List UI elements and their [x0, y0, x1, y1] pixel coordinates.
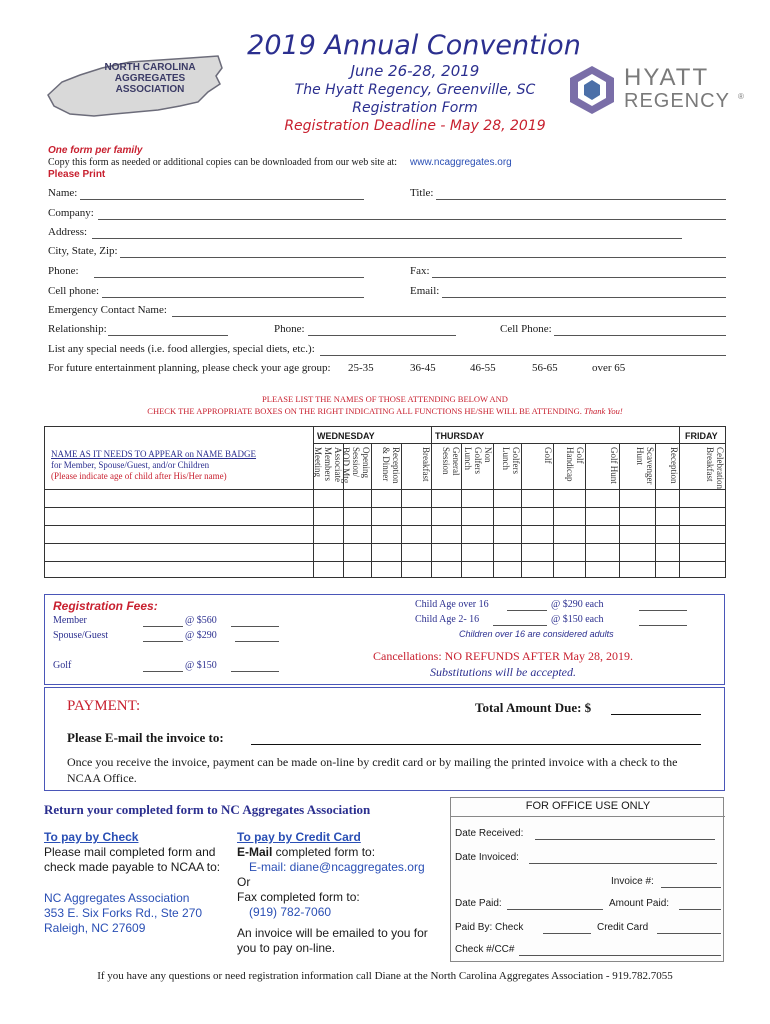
age-option-56-65[interactable]: 56-65	[532, 362, 558, 374]
col-opening-session: Opening Session/ BOD Mtg	[341, 447, 371, 484]
regency-wordmark: REGENCY	[624, 90, 730, 112]
invoice-number-field[interactable]	[661, 887, 721, 888]
cancellation-policy: Cancellations: NO REFUNDS AFTER May 28, 2019.	[373, 649, 633, 663]
grid-col-line	[585, 443, 586, 577]
col-reception: Reception	[669, 447, 679, 484]
instructions-line2-text: CHECK THE APPROPRIATE BOXES ON THE RIGHT INDICATING ALL FUNCTIONS HE/SHE WILL BE ATTENDING.	[147, 406, 582, 416]
company-field[interactable]	[98, 219, 726, 220]
grid-col-line	[521, 443, 522, 577]
col-golf: Golf	[543, 447, 553, 464]
spouse-total-field[interactable]	[235, 641, 279, 642]
registration-deadline: Registration Deadline - May 28, 2019	[284, 118, 546, 134]
date-paid-field[interactable]	[507, 909, 603, 910]
age-option-46-55[interactable]: 46-55	[470, 362, 496, 374]
emergency-cell-field[interactable]	[554, 335, 726, 336]
grid-col-line	[619, 443, 620, 577]
special-needs-field[interactable]	[320, 355, 726, 356]
col-golfers-lunch: Golfers Lunch	[501, 447, 521, 474]
date-received-field[interactable]	[535, 839, 715, 840]
col-associate-members: Associate Members Meeting	[313, 447, 343, 482]
age-option-25-35[interactable]: 25-35	[348, 362, 374, 374]
attendee-grid	[44, 426, 726, 578]
instructions-thanks: Thank You!	[584, 406, 623, 416]
spouse-price: @ $290	[185, 630, 217, 641]
nc-logo-line1: NORTH CAROLINA	[104, 62, 196, 73]
mail-address-line1: NC Aggregates Association	[44, 891, 190, 905]
date-paid-label: Date Paid:	[455, 898, 502, 909]
golf-price: @ $150	[185, 660, 217, 671]
email-field[interactable]	[442, 297, 726, 298]
fees-title: Registration Fees:	[53, 599, 158, 613]
child-2-16-label: Child Age 2- 16	[415, 614, 480, 625]
emergency-label: Emergency Contact Name:	[48, 304, 167, 316]
day-header-thursday: THURSDAY	[435, 431, 485, 441]
title-field[interactable]	[436, 199, 726, 200]
hyatt-regency-logo	[566, 60, 746, 120]
check-instructions-1: Please mail completed form and	[44, 845, 216, 859]
page-title: 2019 Annual Convention	[247, 30, 581, 61]
card-invoice-line2: you to pay on-line.	[237, 941, 336, 955]
amount-paid-field[interactable]	[679, 909, 721, 910]
card-email-line	[237, 845, 428, 860]
col-celebration-breakfast: Celebration Breakfast	[705, 447, 725, 489]
col-breakfast: Breakfast	[421, 447, 431, 482]
child-under-qty-field[interactable]	[493, 625, 547, 626]
payment-note: Once you receive the invoice, payment can be made on-line by credit card or by mailing the printed invoice with a check to the NCAA Office.	[67, 755, 678, 785]
office-title: FOR OFFICE USE ONLY	[525, 800, 651, 812]
title-label: Title:	[410, 187, 434, 199]
email-label: Email:	[410, 285, 440, 297]
website-link[interactable]: www.ncaggregates.org	[410, 157, 512, 168]
child-2-16-price: @ $150 each	[551, 614, 604, 625]
check-cc-field[interactable]	[519, 955, 721, 956]
member-price: @ $560	[185, 615, 217, 626]
grid-col-line	[553, 443, 554, 577]
grid-col-line	[401, 443, 402, 577]
age-option-over-65[interactable]: over 65	[592, 362, 626, 374]
card-email-rest: completed form to:	[272, 845, 376, 859]
name-field[interactable]	[80, 199, 364, 200]
instructions-line1: PLEASE LIST THE NAMES OF THOSE ATTENDING BELOW AND	[262, 394, 508, 404]
member-total-field[interactable]	[231, 626, 279, 627]
emergency-phone-label: Phone:	[274, 323, 305, 335]
card-fax-number: (919) 782-7060	[249, 905, 332, 919]
grid-row-line-2	[45, 507, 725, 508]
spouse-label: Spouse/Guest	[53, 630, 108, 641]
office-title-divider	[451, 816, 725, 817]
day-header-wednesday: WEDNESDAY	[317, 431, 375, 441]
invoice-email-field[interactable]	[251, 744, 701, 745]
payment-box	[44, 687, 725, 791]
return-title: Return your completed form to NC Aggregates Association	[44, 802, 371, 817]
city-label: City, State, Zip:	[48, 245, 118, 257]
grid-day-divider	[313, 443, 725, 444]
phone-field[interactable]	[94, 277, 364, 278]
fax-field[interactable]	[432, 277, 726, 278]
registration-fees-box	[44, 594, 725, 685]
age-prompt: For future entertainment planning, please check your age group:	[48, 362, 331, 374]
company-label: Company:	[48, 207, 94, 219]
emergency-phone-field[interactable]	[308, 335, 456, 336]
registered-mark: ®	[738, 92, 744, 101]
golf-qty-field[interactable]	[143, 671, 183, 672]
instructions-line2	[44, 406, 726, 416]
age-option-36-45[interactable]: 36-45	[410, 362, 436, 374]
special-needs-label: List any special needs (i.e. food allergies, special diets, etc.):	[48, 343, 315, 355]
address-label: Address:	[48, 226, 88, 238]
please-print-note: Please Print	[48, 169, 106, 180]
nc-logo-line3: ASSOCIATION	[115, 84, 185, 95]
mail-address-line3: Raleigh, NC 27609	[44, 921, 146, 935]
col-golf-handicap: Golf Handicap	[565, 447, 585, 482]
cell-label: Cell phone:	[48, 285, 100, 297]
cell-field[interactable]	[102, 297, 364, 298]
hyatt-wordmark: HYATT	[624, 64, 710, 91]
grid-col-line	[371, 443, 372, 577]
name-column-header: NAME AS IT NEEDS TO APPEAR on NAME BADGE	[51, 449, 257, 459]
member-qty-field[interactable]	[143, 626, 183, 627]
copy-note: Copy this form as needed or additional copies can be downloaded from our web site at:	[48, 157, 398, 168]
member-label: Member	[53, 615, 87, 626]
date-invoiced-label: Date Invoiced:	[455, 852, 519, 863]
pay-by-check-heading: To pay by Check	[44, 830, 139, 844]
total-due-label: Total Amount Due: $	[475, 700, 592, 715]
spouse-qty-field[interactable]	[143, 641, 183, 642]
total-due-field[interactable]	[611, 714, 701, 715]
credit-card-label: Credit Card	[597, 922, 649, 933]
child-over-total-field[interactable]	[639, 610, 687, 611]
emergency-field[interactable]	[172, 316, 726, 317]
card-email-address[interactable]: E-mail: diane@ncaggregates.org	[249, 860, 425, 874]
card-invoice-line1: An invoice will be emailed to you for	[237, 926, 428, 940]
day-header-friday: FRIDAY	[685, 431, 718, 441]
check-instructions-2: check made payable to NCAA to:	[44, 860, 221, 874]
event-venue: The Hyatt Regency, Greenville, SC	[294, 82, 536, 98]
credit-card-field[interactable]	[657, 933, 721, 934]
card-fax-line: Fax completed form to:	[237, 890, 360, 904]
col-general-session: General Session	[441, 447, 461, 476]
child-over-16-price: @ $290 each	[551, 599, 604, 610]
paid-by-check-label: Paid By: Check	[455, 922, 524, 933]
grid-row-line-5	[45, 561, 725, 562]
invoice-number-label: Invoice #:	[611, 876, 654, 887]
grid-col-line	[461, 443, 462, 577]
grid-row-line-3	[45, 525, 725, 526]
relationship-label: Relationship:	[48, 323, 107, 335]
footer-contact: If you have any questions or need registration information call Diane at the North Carolina Aggregates Association - 919.782.7055	[97, 970, 673, 982]
hyatt-mark-icon	[566, 64, 618, 116]
child-over-16-label: Child Age over 16	[415, 599, 489, 610]
nc-logo-line2: AGGREGATES	[114, 73, 186, 84]
golf-total-field[interactable]	[231, 671, 279, 672]
date-received-label: Date Received:	[455, 828, 524, 839]
golf-label: Golf	[53, 660, 72, 671]
child-over-qty-field[interactable]	[507, 610, 547, 611]
grid-col-line	[679, 427, 680, 577]
grid-col-line	[493, 443, 494, 577]
child-under-total-field[interactable]	[639, 625, 687, 626]
one-form-note: One form per family	[48, 145, 143, 156]
address-field[interactable]	[92, 238, 682, 239]
event-dates: June 26-28, 2019	[350, 62, 480, 80]
pay-by-card-heading: To pay by Credit Card	[237, 830, 361, 844]
grid-col-line	[655, 443, 656, 577]
col-scavenger-hunt: Scavenger Hunt	[635, 447, 655, 485]
name-column-sub2: (Please indicate age of child after His/Her name)	[51, 471, 227, 481]
city-field[interactable]	[120, 257, 726, 258]
children-note: Children over 16 are considered adults	[459, 629, 614, 639]
name-column-sub1: for Member, Spouse/Guest, and/or Children	[51, 460, 210, 470]
grid-row-line-4	[45, 543, 725, 544]
emergency-cell-label: Cell Phone:	[500, 323, 552, 335]
paid-by-check-field[interactable]	[543, 933, 591, 934]
email-invoice-label: Please E-mail the invoice to:	[67, 730, 224, 745]
col-reception-dinner: Reception & Dinner	[381, 447, 401, 484]
amount-paid-label: Amount Paid:	[609, 898, 670, 909]
check-cc-label: Check #/CC#	[455, 944, 515, 955]
grid-row-line-1	[45, 489, 725, 490]
relationship-field[interactable]	[108, 335, 228, 336]
nc-aggregates-logo	[40, 40, 230, 130]
name-label: Name:	[48, 187, 78, 199]
substitution-policy: Substitutions will be accepted.	[430, 665, 576, 679]
date-invoiced-field[interactable]	[529, 863, 717, 864]
fax-label: Fax:	[410, 265, 430, 277]
card-or: Or	[237, 875, 251, 889]
form-name: Registration Form	[352, 100, 478, 116]
phone-label: Phone:	[48, 265, 79, 277]
office-use-box	[450, 797, 724, 962]
card-email-emphasis: E-Mail	[237, 845, 273, 859]
col-golf-hunt: Golf Hunt	[609, 447, 619, 484]
payment-title: PAYMENT:	[67, 698, 141, 714]
mail-address-line2: 353 E. Six Forks Rd., Ste 270	[44, 906, 203, 920]
col-non-golfers-lunch: Non Golfers Lunch	[463, 447, 493, 474]
grid-col-line	[431, 427, 432, 577]
